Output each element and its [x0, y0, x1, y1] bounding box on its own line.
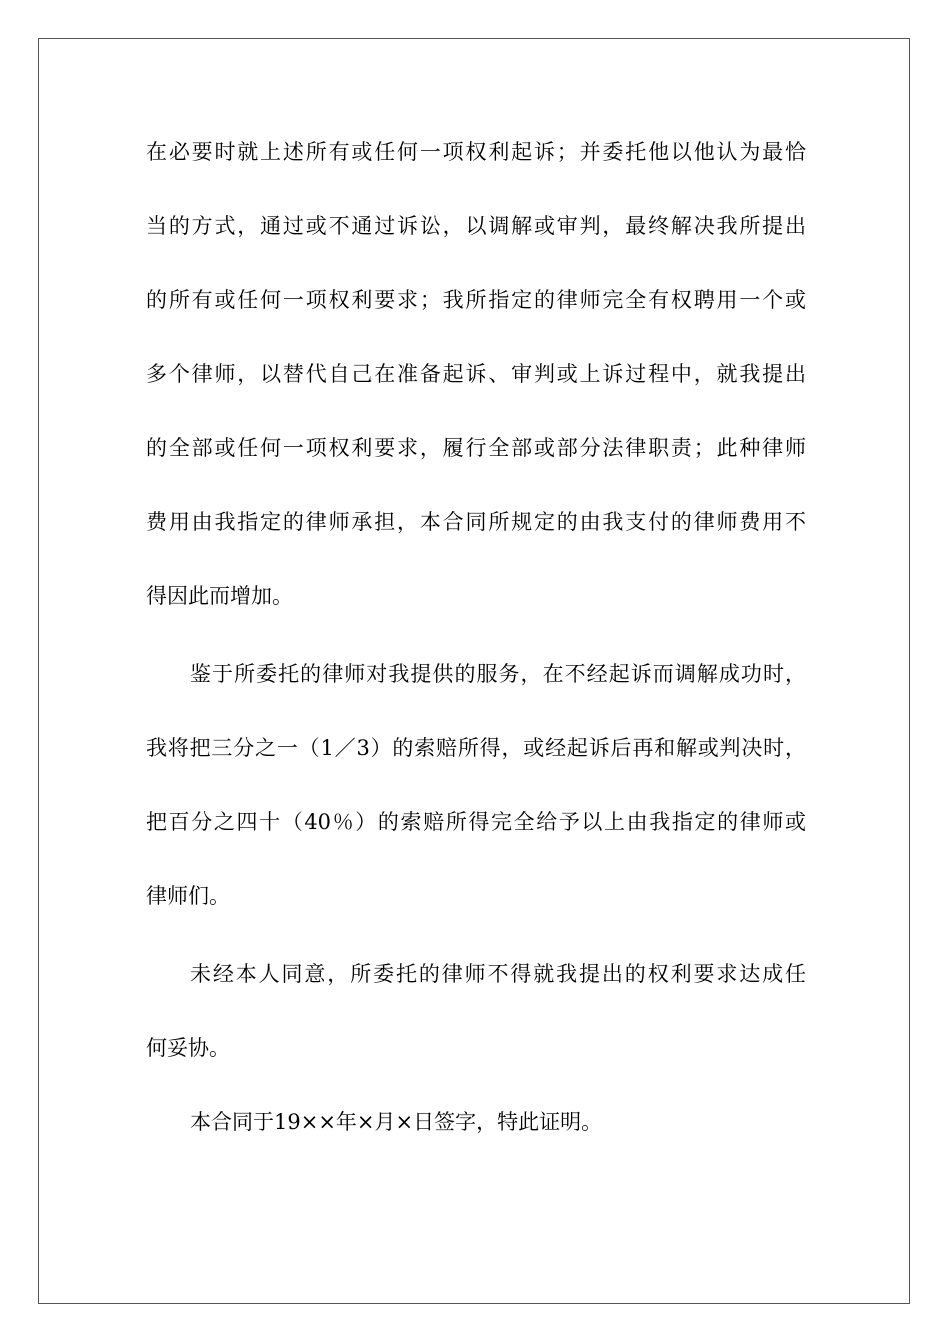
text-line: 何妥协。 — [146, 1036, 230, 1060]
text-line: 的所有或任何一项权利要求；我所指定的律师完全有权聘用一个或 — [146, 288, 806, 312]
text-line: 未经本人同意，所委托的律师不得就我提出的权利要求达成任 — [190, 962, 806, 986]
text-line: 得因此而增加。 — [146, 584, 293, 608]
text-line: 多个律师，以替代自己在准备起诉、审判或上诉过程中，就我提出 — [146, 362, 806, 386]
text-line: 当的方式，通过或不通过诉讼，以调解或审判，最终解决我所提出 — [146, 214, 806, 238]
text-line: 本合同于19××年×月×日签字，特此证明。 — [190, 1110, 603, 1134]
text-line: 的全部或任何一项权利要求，履行全部或部分法律职责；此种律师 — [146, 436, 806, 460]
text-line: 费用由我指定的律师承担，本合同所规定的由我支付的律师费用不 — [146, 510, 806, 534]
text-line: 把百分之四十（40％）的索赔所得完全给予以上由我指定的律师或 — [146, 810, 806, 834]
text-line: 我将把三分之一（1／3）的索赔所得，或经起诉后再和解或判决时， — [146, 736, 806, 760]
text-line: 鉴于所委托的律师对我提供的服务，在不经起诉而调解成功时， — [190, 662, 806, 686]
text-line: 律师们。 — [146, 884, 230, 908]
text-line: 在必要时就上述所有或任何一项权利起诉；并委托他以他认为最恰 — [146, 140, 806, 164]
